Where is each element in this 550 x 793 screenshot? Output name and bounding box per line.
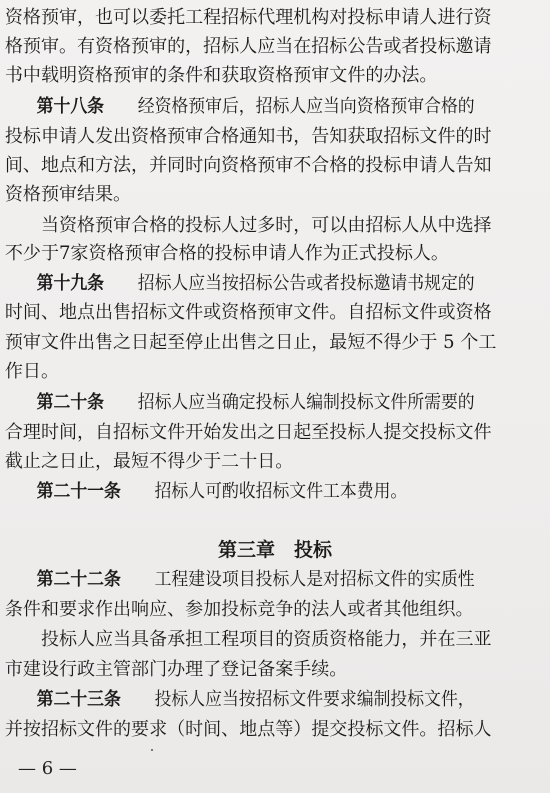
line-text: 招标人可酌收招标文件工本费用。 bbox=[120, 481, 408, 502]
text-line bbox=[0, 33, 544, 61]
line-text: 投标人应当按招标文件要求编制投标文件， bbox=[120, 689, 475, 710]
line-text: 格预审。有资格预审的，招标人应当在招标公告或者投标邀请 bbox=[4, 36, 492, 57]
line-text: 当资格预审合格的投标人过多时，可以由招标人从中选择 bbox=[4, 215, 492, 236]
page-number: — 6 — bbox=[18, 758, 77, 779]
chapter-title: 第三章 投标 bbox=[217, 539, 332, 561]
text-line bbox=[0, 181, 544, 209]
text-line bbox=[0, 716, 544, 744]
text-line bbox=[0, 686, 540, 714]
text-line bbox=[0, 626, 544, 654]
line-text: 市建设行政主管部门办理了登记备案手续。 bbox=[4, 659, 348, 680]
text-line bbox=[0, 596, 544, 624]
text-line bbox=[0, 419, 544, 447]
line-text: 预审文件出售之日起至停止出售之日止，最短不得少于 5 个工 bbox=[4, 332, 497, 353]
line-text: 不少于7家资格预审合格的投标申请人作为正式投标人。 bbox=[4, 243, 449, 264]
article-heading: 第十八条 bbox=[36, 96, 105, 117]
article-heading: 第二十三条 bbox=[36, 689, 121, 710]
text-line bbox=[0, 448, 544, 476]
line-text: 招标人应当确定投标人编制投标文件所需要的 bbox=[104, 392, 475, 413]
line-text: 时间、地点出售招标文件或资格预审文件。自招标文件或资格 bbox=[4, 302, 492, 323]
article-heading: 第二十二条 bbox=[36, 569, 121, 590]
line-text: 间、地点和方法，并同时向资格预审不合格的投标申请人告知 bbox=[4, 155, 492, 176]
line-text: 工程建设项目投标人是对招标文件的实质性 bbox=[120, 569, 475, 590]
text-line bbox=[0, 152, 544, 180]
article-heading: 第二十一条 bbox=[36, 481, 121, 502]
text-line bbox=[0, 299, 544, 327]
line-text: 作日。 bbox=[4, 361, 59, 382]
text-line bbox=[0, 358, 544, 386]
line-text: 截止之日止，最短不得少于二十日。 bbox=[4, 451, 294, 472]
ink-speck bbox=[151, 749, 153, 751]
article-heading: 第二十条 bbox=[36, 392, 105, 413]
line-text: 资格预审结果。 bbox=[4, 184, 132, 205]
text-line bbox=[0, 270, 540, 298]
article-heading: 第十九条 bbox=[36, 273, 105, 294]
line-text: 书中载明资格预审的条件和获取资格预审文件的办法。 bbox=[4, 65, 438, 86]
line-text: 招标人应当按招标公告或者投标邀请书规定的 bbox=[104, 273, 475, 294]
text-line bbox=[0, 389, 540, 417]
line-text: 条件和要求作出响应、参加投标竞争的法人或者其他组织。 bbox=[4, 599, 474, 620]
text-line bbox=[0, 329, 544, 357]
text-line bbox=[0, 4, 544, 32]
text-line bbox=[0, 478, 540, 506]
text-line bbox=[0, 93, 540, 121]
line-text: 合理时间，自招标文件开始发出之日起至投标人提交投标文件 bbox=[4, 422, 492, 443]
text-line bbox=[0, 62, 544, 90]
line-text: 并按招标文件的要求（时间、地点等）提交投标文件。招标人 bbox=[4, 719, 492, 740]
line-text: 经资格预审后，招标人应当向资格预审合格的 bbox=[104, 96, 475, 117]
line-text: 投标申请人发出资格预审合格通知书，告知获取招标文件的时 bbox=[4, 126, 492, 147]
line-text: 资格预审，也可以委托工程招标代理机构对投标申请人进行资 bbox=[4, 7, 492, 28]
text-line bbox=[0, 656, 544, 684]
text-line bbox=[0, 566, 540, 594]
text-line bbox=[0, 212, 544, 240]
line-text: 投标人应当具备承担工程项目的资质资格能力，并在三亚 bbox=[4, 629, 492, 650]
text-line bbox=[0, 240, 544, 268]
text-line bbox=[0, 123, 544, 151]
